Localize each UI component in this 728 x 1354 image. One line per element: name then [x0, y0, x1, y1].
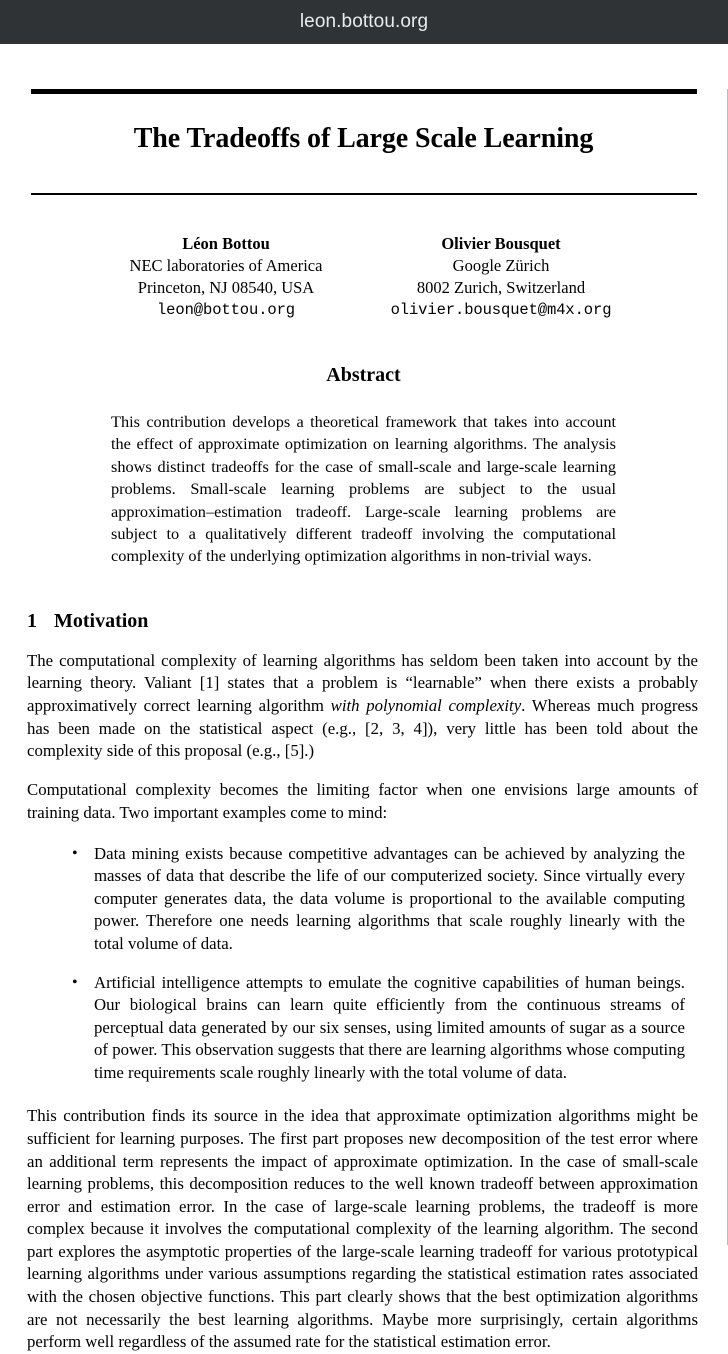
author-entry-2 [364, 233, 639, 321]
browser-address-bar[interactable] [0, 0, 728, 44]
list-item [68, 843, 685, 956]
author-address: Princeton, NJ 08540, USA [137, 277, 315, 297]
abstract-heading: Abstract [326, 363, 401, 386]
list-item-text: Artificial intelligence attempts to emulate the cognitive capabilities of human beings. Our biological brains can learn quite efficiently from the continuous streams of perceptual data generated by our six senses, using limited amounts of sugar as a source of power. This observation suggests that there are learning algorithms whose computing time requirements scale roughly linearly with the total volume of data. [94, 972, 685, 1082]
title-rule-top [31, 89, 697, 94]
paragraph-2: Computational complexity becomes the limiting factor when one envisions large amounts of training data. Two important examples come to mind: [27, 780, 698, 823]
section-heading-motivation [27, 610, 699, 633]
document-page [0, 89, 728, 1352]
title-rule-bottom [31, 193, 697, 195]
author-name: Léon Bottou [182, 234, 270, 254]
author-affiliation: Google Zürich [452, 255, 550, 275]
author-entry-1 [89, 233, 364, 321]
author-block [28, 233, 699, 321]
paragraph-1 [27, 650, 698, 763]
author-email[interactable]: olivier.bousquet@m4x.org [390, 301, 612, 320]
paragraph-3: This contribution finds its source in the idea that approximate optimization algorithms might be sufficient for learning purposes. The first part proposes new decomposition of the test error where an additional term represents the impact of approximate optimization. In the case of small-scale learning problems, this decomposition reduces to the well known tradeoff between approximation error and estimation error. In the case of large-scale learning problems, the tradeoff is more complex because it involves the computational complexity of the learning algorithm. The second part explores the asymptotic properties of the large-scale learning tradeoff for various prototypical learning algorithms under various assumptions regarding the statistical estimation rates associated with the chosen objective functions. This part clearly shows that the best optimization algorithms are not necessarily the best learning algorithms. Maybe more surprisingly, certain algorithms perform well regardless of the assumed rate for the statistical estimation error. [27, 1106, 698, 1352]
author-address: 8002 Zurich, Switzerland [416, 277, 586, 297]
list-item-text: Data mining exists because competitive advantages can be achieved by analyzing the masses of data that describe the life of our computerized society. Since virtually every computer generates data, the data volume is proportional to the available computing power. Therefore one needs learning algorithms that scale roughly linearly with the total volume of data. [94, 843, 685, 953]
author-name: Olivier Bousquet [441, 234, 561, 254]
paragraph-1-part-b: . Whereas much progress has been made on the statistical aspect (e.g., [2, 3, 4]), very little has been told about the complexity side of this proposal (e.g., [5].) [27, 695, 698, 761]
bullet-icon: • [72, 973, 78, 991]
abstract-text: This contribution develops a theoretical framework that takes into account the effect of approximate optimization on learning algorithms. The analysis shows distinct tradeoffs for the case of small-scale and large-scale learning problems. Small-scale learning problems are subject to the usual approximation–estimation tradeoff. Large-scale learning problems are subject to a qualitatively different tradeoff involving the computational complexity of the underlying optimization algorithms in non-trivial ways. [111, 411, 616, 566]
bullet-icon: • [72, 844, 78, 862]
browser-url-text[interactable]: leon.bottou.org [299, 11, 429, 32]
section-title: Motivation [54, 609, 149, 632]
page-title: The Tradeoffs of Large Scale Learning [133, 123, 594, 154]
motivation-bullet-list [68, 843, 685, 1085]
author-affiliation: NEC laboratories of America [129, 255, 323, 275]
list-item [68, 972, 685, 1085]
author-email[interactable]: leon@bottou.org [156, 301, 296, 320]
paragraph-1-emphasis: with polynomial complexity [330, 695, 522, 715]
paragraph-1-part-a: The computational complexity of learning algorithms has seldom been taken into account by the learning theory. Valiant [1] states that a problem is “learnable” when there exists a probably approximatively correct learning algorithm [27, 650, 698, 715]
section-number: 1 [27, 609, 37, 632]
